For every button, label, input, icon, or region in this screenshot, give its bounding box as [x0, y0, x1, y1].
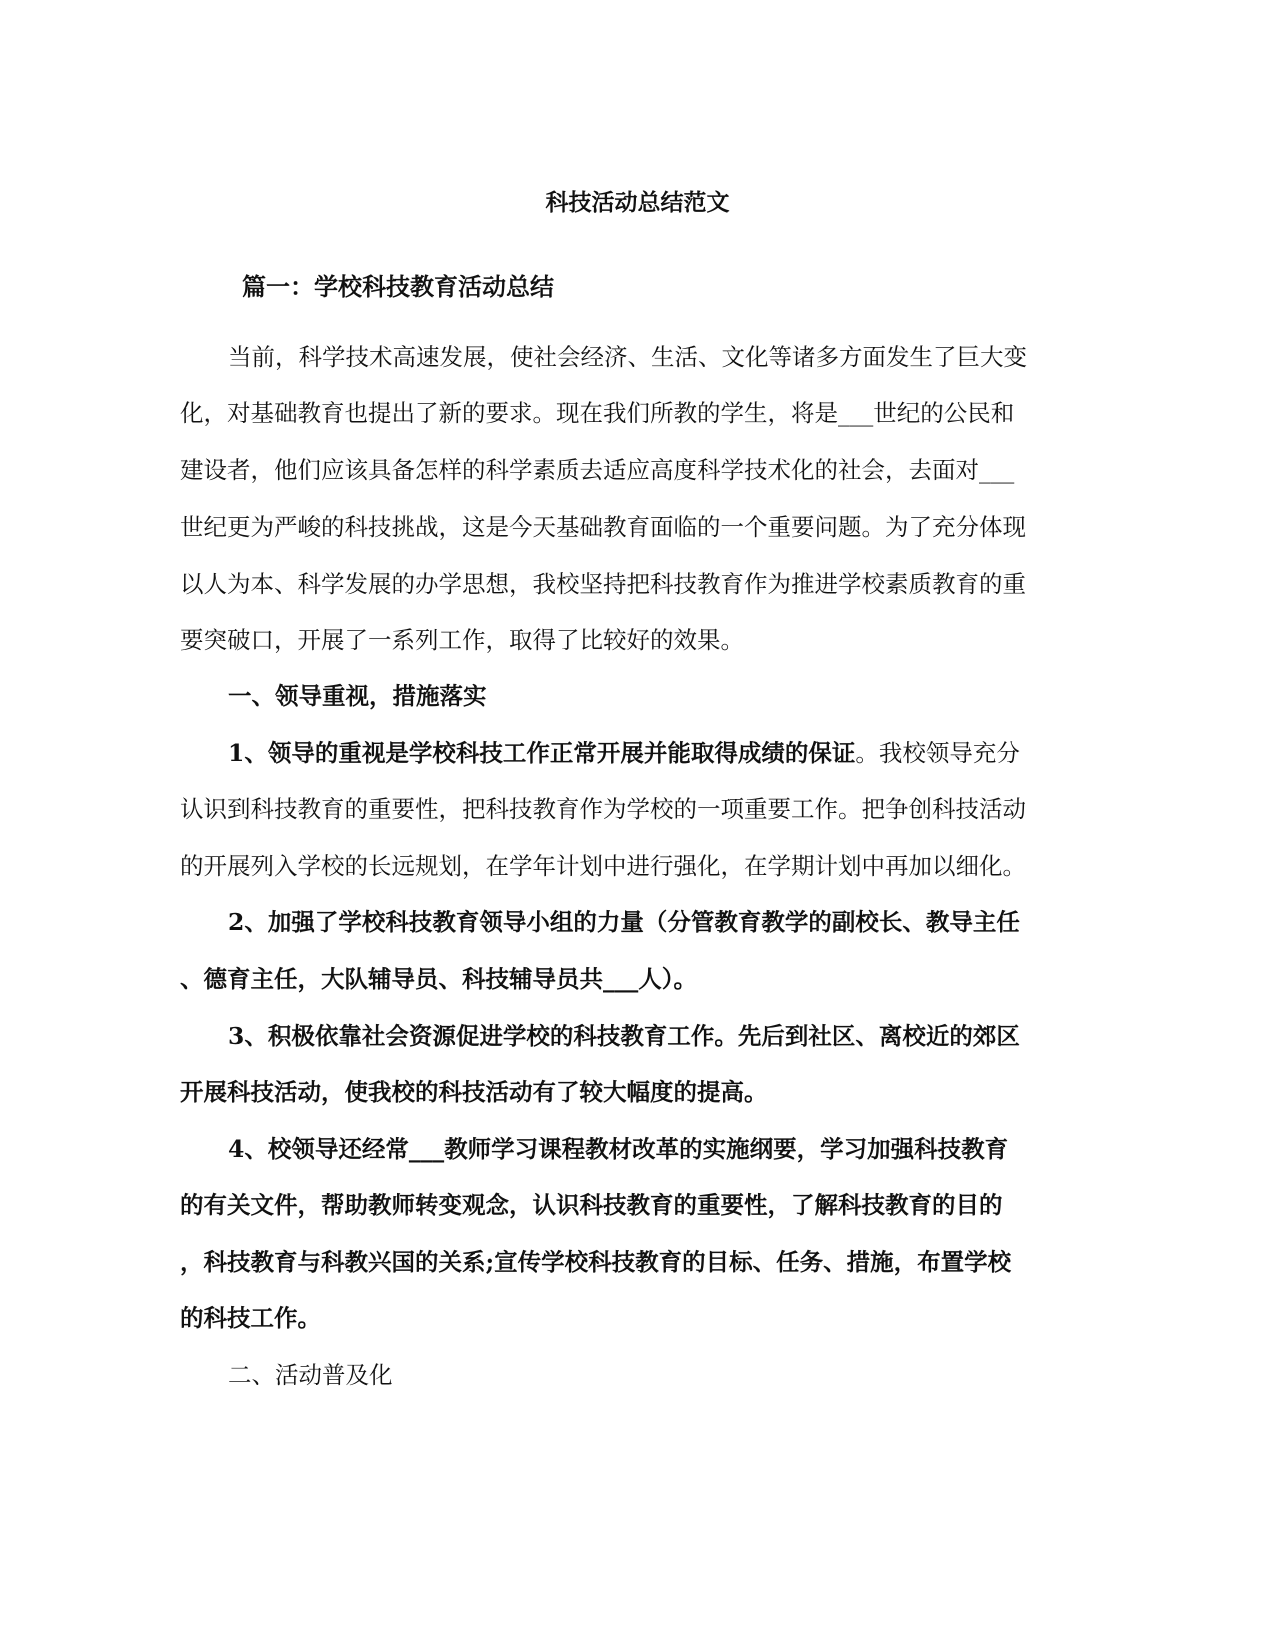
item-paragraph-line: 的开展列入学校的长远规划，在学年计划中进行强化，在学期计划中再加以细化。	[180, 852, 1026, 880]
item-paragraph-line: 开展科技活动，使我校的科技活动有了较大幅度的提高。	[180, 1078, 768, 1106]
intro-line: 当前，科学技术高速发展，使社会经济、生活、文化等诸多方面发生了巨大变	[228, 343, 1027, 371]
intro-line: 化，对基础教育也提出了新的要求。现在我们所教的学生，将是___世纪的公民和	[180, 399, 1015, 427]
item-paragraph-line: 、德育主任，大队辅导员、科技辅导员共___人）。	[180, 965, 697, 993]
item-paragraph-line: ，科技教育与科教兴国的关系;宣传学校科技教育的目标、任务、措施，布置学校	[180, 1248, 1012, 1276]
part-heading: 一、领导重视，措施落实	[228, 682, 487, 710]
item-paragraph-line: 认识到科技教育的重要性，把科技教育作为学校的一项重要工作。把争创科技活动	[180, 795, 1026, 823]
item-paragraph-line: 的有关文件，帮助教师转变观念，认识科技教育的重要性，了解科技教育的目的	[180, 1191, 1003, 1219]
item-paragraph-line	[180, 1303, 321, 1333]
item-lead-text: 1、领导的重视是学校科技工作正常开展并能取得成绩的保证	[228, 739, 856, 767]
part-heading: 二、活动普及化	[228, 1361, 393, 1389]
item-text: 。我校领导充分	[855, 739, 1020, 767]
item-text-bold: 的科技工作。	[180, 1304, 321, 1332]
intro-line: 世纪更为严峻的科技挑战，这是今天基础教育面临的一个重要问题。为了充分体现	[180, 513, 1026, 541]
document-title: 科技活动总结范文	[545, 189, 730, 216]
section-heading: 篇一：学校科技教育活动总结	[242, 272, 554, 301]
item-paragraph-line	[228, 738, 1020, 768]
item-paragraph-line: 4、校领导还经常___教师学习课程教材改革的实施纲要，学习加强科技教育	[228, 1135, 1009, 1163]
intro-line: 以人为本、科学发展的办学思想，我校坚持把科技教育作为推进学校素质教育的重	[180, 570, 1026, 598]
item-paragraph-line: 3、积极依靠社会资源促进学校的科技教育工作。先后到社区、离校近的郊区	[228, 1022, 1020, 1050]
intro-line: 要突破口，开展了一系列工作，取得了比较好的效果。	[180, 626, 744, 654]
intro-line: 建设者，他们应该具备怎样的科学素质去适应高度科学技术化的社会，去面对___	[180, 456, 1015, 484]
item-paragraph-line: 2、加强了学校科技教育领导小组的力量（分管教育教学的副校长、教导主任	[228, 908, 1020, 936]
